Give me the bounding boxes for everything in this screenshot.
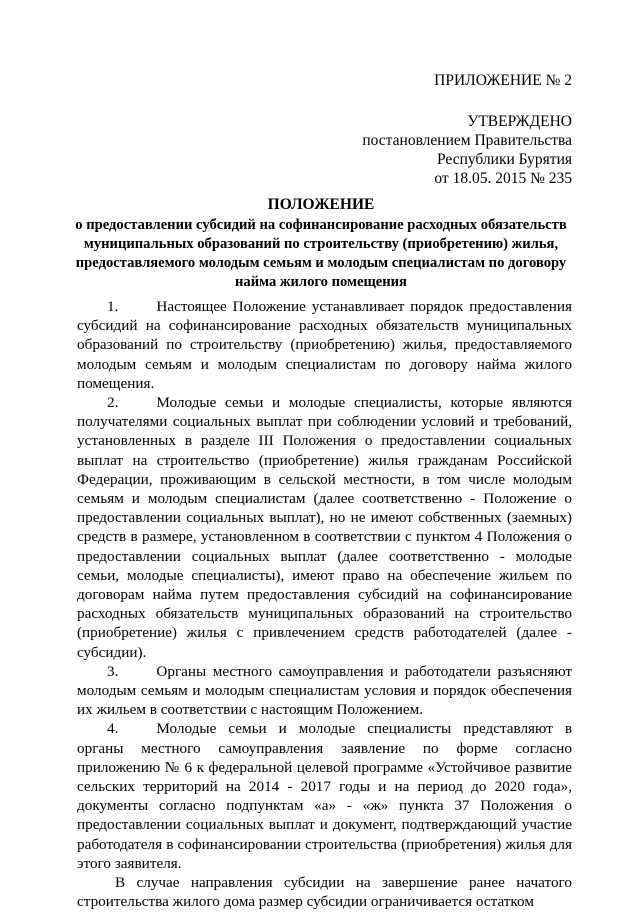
- paragraph-number: 2.: [107, 394, 119, 412]
- approval-block: [362, 112, 572, 188]
- document-body: [77, 297, 572, 912]
- document-title-block: [70, 195, 572, 292]
- approved-by-line1: постановлением Правительства: [362, 132, 572, 149]
- paragraph-text: Настоящее Положение устанавливает порядок предоставления субсидий на софинансирование расходных обязательств муниципальных образований по строительству (приобретению) жилья, предоставляемого молодым семьям и молодым специалистам по договору найма жилого помещения.: [77, 298, 572, 392]
- paragraph-text: Молодые семьи и молодые специалисты, которые являются получателями социальных выплат при соблюдении условий и требований, установленных в разделе III Положения о предоставлении социальных выплат на строительство (приобретение) жилья гражданам Российской Федерации, проживающим в сельской местности, в том числе молодым семьям и молодым специалистам (далее соответственно - Положение о предоставлении социальных выплат), но не имеют собственных (заемных) средств в размере, установленном в соответствии с пунктом 4 Положения о предоставлении социальных выплат (далее соответственно - молодые семьи, молодые специалисты), имеют право на обеспечение жильем по договорам найма путем предоставления субсидий на софинансирование расходных обязательств муниципальных образований на строительство (приобретение) жилья с привлечением средств работодателей (далее - субсидии).: [77, 394, 572, 661]
- paragraph-number: 1.: [107, 298, 119, 315]
- paragraph-2: [77, 393, 572, 662]
- paragraph-text: Молодые семьи и молодые специалисты представляют в органы местного самоуправления заявление по форме согласно приложению № 6 к федеральной целевой программе «Устойчивое развитие сельских территорий на 2014 - 2017 годы и на период до 2020 года», документы согласно подпунктам «а» - «ж» пункта 37 Положения о предоставлении социальных выплат и документ, подтверждающий участие работодателя в софинансировании строительства (приобретения) жилья для этого заявителя.: [77, 720, 572, 872]
- paragraph-number: 4.: [107, 720, 119, 738]
- document-subtitle: о предоставлении субсидий на софинансирование расходных обязательств муниципальных образований по строительству (приобретению) жилья, предоставляемого молодым семьям и молодым специалистам по договору найма жилого помещения: [75, 217, 567, 290]
- document-title: ПОЛОЖЕНИЕ: [267, 196, 375, 213]
- paragraph-4: [77, 719, 572, 873]
- approved-label: УТВЕРЖДЕНО: [467, 113, 572, 130]
- paragraph-continuation: В случае направления субсидии на завершение ранее начатого строительства жилого дома размер субсидии ограничивается остатком: [77, 874, 572, 911]
- approved-by-line2: Республики Бурятия: [437, 151, 572, 168]
- appendix-number: ПРИЛОЖЕНИЕ № 2: [434, 72, 572, 89]
- paragraph-number: 3.: [107, 662, 119, 680]
- paragraph-1: [77, 297, 572, 393]
- paragraph-text: Органы местного самоуправления и работодатели разъясняют молодым семьям и молодым специалистам условия и порядок обеспечения их жильем в соответствии с настоящим Положением.: [77, 662, 572, 719]
- approved-date: от 18.05. 2015 № 235: [434, 170, 572, 187]
- paragraph-3: [77, 662, 572, 720]
